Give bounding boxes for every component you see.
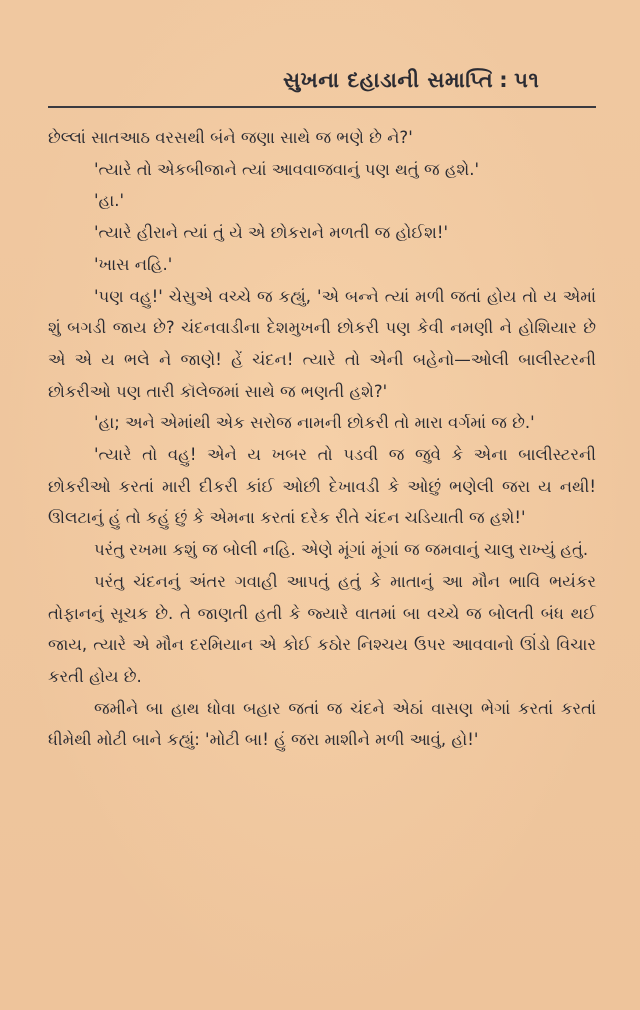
paragraph: 'હા.' [94, 191, 125, 211]
header-separator: : [499, 68, 509, 92]
paragraph: જમીને બા હાથ ધોવા બહાર જતાં જ ચંદને એઠાં વાસણ ભેગાં કરતાં કરતાં ધીમેથી મોટી બાને કહ્યું: 'મોટી બા! હું જરા માશીને મળી આવું, હો!' [48, 698, 596, 750]
paragraph: 'હા; અને એમાંથી એક સરોજ નામની છોકરી તો મારા વર્ગમાં જ છે.' [94, 413, 535, 433]
paragraph: પરંતુ રખમા કશું જ બોલી નહિ. એણે મૂંગાં મૂંગાં જ જમવાનું ચાલુ રાખ્યું હતું. [94, 540, 589, 560]
page-number: ૫૧ [514, 68, 540, 92]
paragraph: છેલ્લાં સાતઆઠ વરસથી બંને જણા સાથે જ ભણે છે ને?' [48, 128, 413, 147]
paragraph: 'પણ વહુ!' ચેસુએ વચ્ચે જ કહ્યું, 'એ બન્ને ત્યાં મળી જતાં હોય તો ય એમાં શું બગડી જાય છે? ચંદનવાડીના દેશમુખની છોકરી પણ કેવી નમણી ને હોશિયાર છે એ એ ય ભલે ને જાણે! હેં ચંદન! ત્યારે તો એની બહેનો—ઓલી બાલીસ્ટરની છોકરીઓ પણ તારી કૉલેજમાં સાથે જ ભણતી હશે?' [48, 286, 596, 401]
paragraph: 'ત્યારે તો વહુ! એને ય ખબર તો પડવી જ જુવે કે એના બાલીસ્ટરની છોકરીઓ કરતાં મારી દીકરી કાંઈ ઓછી દેખાવડી કે ઓછું ભણેલી જરા ય નથી! ઊલટાનું હું તો કહું છું કે એમના કરતાં દરેક રીતે ચંદન ચડિયાતી જ હશે!' [48, 445, 596, 528]
paragraph: પરંતુ ચંદનનું અંતર ગવાહી આપતું હતું કે માતાનું આ મૌન ભાવિ ભયંકર તોફાનનું સૂચક છે. તે જાણતી હતી કે જ્યારે વાતમાં બા વચ્ચે જ બોલતી બંધ થઈ જાય, ત્યારે એ મૌન દરમિયાન એ કોઈ કઠોર નિશ્ચય ઉપર આવવાનો ઊંડો વિચાર કરતી હોય છે. [48, 571, 596, 686]
running-head [283, 68, 603, 102]
paragraph: 'ત્યારે હીરાને ત્યાં તું યે એ છોકરાને મળતી જ હોઈશ!' [94, 223, 448, 243]
chapter-title: સુખના દહાડાની સમાપ્તિ [283, 68, 494, 92]
paragraph: 'ખાસ નહિ.' [94, 254, 173, 274]
body-text [48, 122, 596, 756]
paragraph: 'ત્યારે તો એકબીજાને ત્યાં આવવાજવાનું પણ થતું જ હશે.' [94, 159, 480, 179]
header-rule [48, 106, 596, 108]
